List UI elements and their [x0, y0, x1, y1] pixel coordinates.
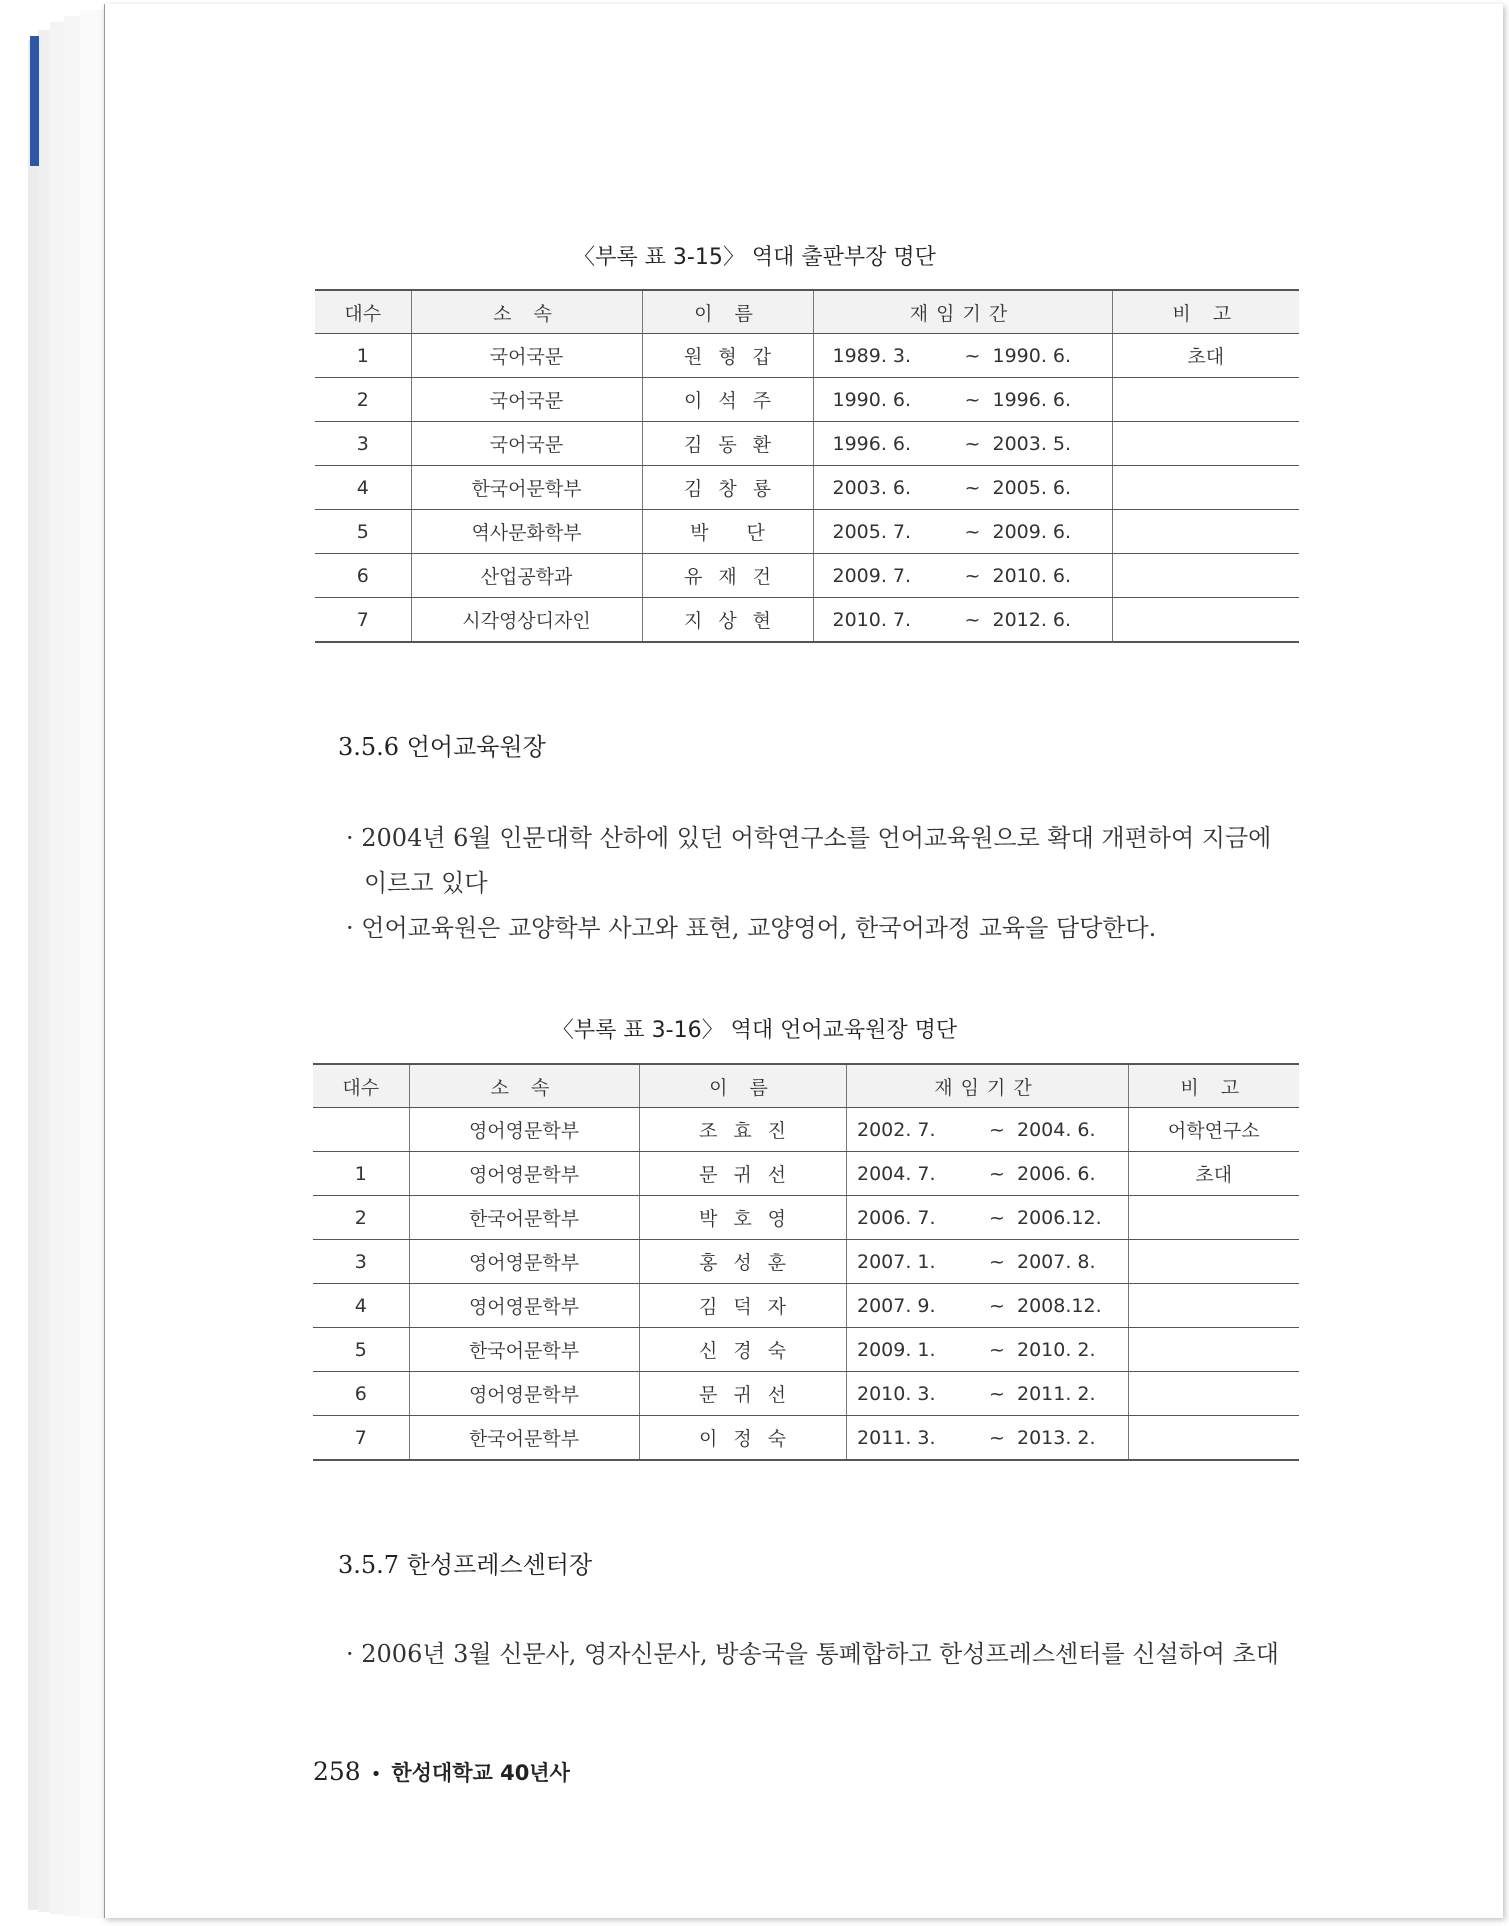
period-to: 2010. 2. [1017, 1338, 1096, 1361]
cell-period [846, 1108, 1128, 1152]
cell-no: 1 [313, 1152, 409, 1196]
period-to: 2005. 6. [992, 476, 1072, 499]
cell-period [846, 1284, 1128, 1328]
book-page-edges [28, 6, 108, 1918]
cell-name: 김동환 [642, 422, 813, 466]
cell-note [1128, 1196, 1299, 1240]
cell-dept: 영어영문학부 [409, 1240, 639, 1284]
cell-period [813, 378, 1112, 422]
cell-note [1112, 554, 1299, 598]
cell-period [813, 422, 1112, 466]
cell-period [813, 598, 1112, 643]
cell-period [846, 1196, 1128, 1240]
cell-note [1128, 1416, 1299, 1461]
table-row [313, 1372, 1299, 1416]
cell-no: 2 [313, 1196, 409, 1240]
col-header-period: 재임기간 [813, 290, 1112, 334]
table-row [313, 1108, 1299, 1152]
period-from: 1990. 6. [832, 388, 912, 411]
table1 [315, 289, 1299, 643]
table-row [315, 598, 1299, 643]
col-header-no: 대수 [315, 290, 411, 334]
bullet-line: · 언어교육원은 교양학부 사고와 표현, 교양영어, 한국어과정 교육을 담당한다. [346, 914, 1157, 942]
period-to: 2008.12. [1017, 1294, 1102, 1317]
cell-dept: 한국어문학부 [409, 1196, 639, 1240]
cell-name: 지상현 [642, 598, 813, 643]
table-row [315, 554, 1299, 598]
period-from: 2006. 7. [857, 1206, 936, 1229]
period-from: 2009. 1. [857, 1338, 936, 1361]
period-sep: ~ [964, 564, 981, 587]
cell-period [846, 1328, 1128, 1372]
cell-name: 이정숙 [639, 1416, 846, 1461]
period-sep: ~ [964, 608, 981, 631]
cell-dept: 영어영문학부 [409, 1284, 639, 1328]
col-header-name: 이 름 [642, 290, 813, 334]
cell-dept: 영어영문학부 [409, 1108, 639, 1152]
cell-no: 5 [315, 510, 411, 554]
period-from: 2010. 3. [857, 1382, 936, 1405]
cell-no: 7 [315, 598, 411, 643]
period-from: 2007. 1. [857, 1250, 936, 1273]
cell-note [1112, 510, 1299, 554]
cell-no: 2 [315, 378, 411, 422]
table-row [315, 378, 1299, 422]
period-to: 2003. 5. [992, 432, 1072, 455]
table-row [315, 422, 1299, 466]
table-row [315, 510, 1299, 554]
book-title: 한성대학교 40년사 [391, 1761, 570, 1785]
col-header-dept: 소 속 [409, 1064, 639, 1108]
cell-period [813, 334, 1112, 378]
cell-dept: 영어영문학부 [409, 1372, 639, 1416]
cell-name: 원형갑 [642, 334, 813, 378]
col-header-no: 대수 [313, 1064, 409, 1108]
table1-header-row [315, 290, 1299, 334]
period-sep: ~ [989, 1426, 1005, 1449]
period-sep: ~ [964, 476, 981, 499]
cell-dept: 역사문화학부 [411, 510, 642, 554]
period-sep: ~ [964, 344, 981, 367]
cell-name: 박호영 [639, 1196, 846, 1240]
period-sep: ~ [989, 1206, 1005, 1229]
cell-name: 홍성훈 [639, 1240, 846, 1284]
cell-dept: 국어국문 [411, 378, 642, 422]
page-number: 258 [313, 1757, 361, 1786]
table-row [313, 1240, 1299, 1284]
table2-header-row [313, 1064, 1299, 1108]
period-to: 1990. 6. [992, 344, 1072, 367]
edge-tab-marker [30, 36, 39, 166]
period-from: 2003. 6. [832, 476, 912, 499]
period-from: 1989. 3. [832, 344, 912, 367]
period-from: 2004. 7. [857, 1162, 936, 1185]
cell-note: 어학연구소 [1128, 1108, 1299, 1152]
table1-caption: 〈부록 표 3-15〉 역대 출판부장 명단 [573, 245, 936, 270]
section-heading: 3.5.6 언어교육원장 [338, 733, 546, 761]
cell-period [813, 466, 1112, 510]
period-from: 1996. 6. [832, 432, 912, 455]
cell-note [1128, 1372, 1299, 1416]
cell-note [1112, 466, 1299, 510]
cell-no: 6 [315, 554, 411, 598]
period-to: 2006. 6. [1017, 1162, 1096, 1185]
bullet-line-cont: 이르고 있다 [364, 869, 488, 897]
table2 [313, 1063, 1299, 1461]
cell-no: 5 [313, 1328, 409, 1372]
period-sep: ~ [964, 388, 981, 411]
table-row [313, 1416, 1299, 1461]
period-sep: ~ [989, 1250, 1005, 1273]
cell-note [1112, 378, 1299, 422]
cell-name: 이석주 [642, 378, 813, 422]
cell-note [1112, 598, 1299, 643]
cell-note [1128, 1240, 1299, 1284]
col-header-dept: 소 속 [411, 290, 642, 334]
footer-bullet: • [370, 1764, 382, 1785]
cell-no: 1 [315, 334, 411, 378]
period-from: 2002. 7. [857, 1118, 936, 1141]
table-row [313, 1196, 1299, 1240]
cell-name: 신경숙 [639, 1328, 846, 1372]
cell-name: 김덕자 [639, 1284, 846, 1328]
period-to: 2010. 6. [992, 564, 1072, 587]
cell-dept: 한국어문학부 [409, 1416, 639, 1461]
page-edge [80, 10, 107, 1918]
period-sep: ~ [989, 1382, 1005, 1405]
period-to: 2006.12. [1017, 1206, 1102, 1229]
cell-no [313, 1108, 409, 1152]
cell-period [813, 510, 1112, 554]
cell-note [1128, 1284, 1299, 1328]
col-header-name: 이 름 [639, 1064, 846, 1108]
period-from: 2011. 3. [857, 1426, 936, 1449]
cell-note [1112, 422, 1299, 466]
period-sep: ~ [989, 1162, 1005, 1185]
col-header-note: 비 고 [1128, 1064, 1299, 1108]
cell-no: 3 [313, 1240, 409, 1284]
period-to: 2011. 2. [1017, 1382, 1096, 1405]
period-from: 2007. 9. [857, 1294, 936, 1317]
period-sep: ~ [989, 1294, 1005, 1317]
period-sep: ~ [964, 432, 981, 455]
cell-dept: 산업공학과 [411, 554, 642, 598]
section-heading: 3.5.7 한성프레스센터장 [338, 1551, 593, 1579]
cell-no: 3 [315, 422, 411, 466]
cell-no: 7 [313, 1416, 409, 1461]
table-row [313, 1328, 1299, 1372]
cell-name: 박 단 [642, 510, 813, 554]
cell-no: 4 [313, 1284, 409, 1328]
cell-period [846, 1240, 1128, 1284]
period-from: 2009. 7. [832, 564, 912, 587]
cell-period [846, 1416, 1128, 1461]
period-sep: ~ [989, 1118, 1005, 1141]
table2-caption: 〈부록 표 3-16〉 역대 언어교육원장 명단 [551, 1018, 958, 1043]
cell-no: 4 [315, 466, 411, 510]
cell-dept: 국어국문 [411, 334, 642, 378]
cell-name: 유재건 [642, 554, 813, 598]
cell-name: 문귀선 [639, 1152, 846, 1196]
table-row [315, 466, 1299, 510]
table-row [313, 1284, 1299, 1328]
bullet-line: · 2004년 6월 인문대학 산하에 있던 어학연구소를 언어교육원으로 확대 개편하여 지금에 [346, 824, 1272, 852]
section-paragraph [346, 1632, 1306, 1677]
table-row [313, 1152, 1299, 1196]
section-paragraph [346, 816, 1306, 951]
cell-note: 초대 [1128, 1152, 1299, 1196]
period-to: 2009. 6. [992, 520, 1072, 543]
table-row [315, 334, 1299, 378]
cell-dept: 한국어문학부 [409, 1328, 639, 1372]
period-from: 2010. 7. [832, 608, 912, 631]
cell-note [1128, 1328, 1299, 1372]
period-from: 2005. 7. [832, 520, 912, 543]
cell-dept: 국어국문 [411, 422, 642, 466]
period-to: 2007. 8. [1017, 1250, 1096, 1273]
bullet-line: · 2006년 3월 신문사, 영자신문사, 방송국을 통폐합하고 한성프레스센터를 신설하여 초대 [346, 1640, 1279, 1668]
cell-name: 조효진 [639, 1108, 846, 1152]
period-to: 2013. 2. [1017, 1426, 1096, 1449]
cell-period [846, 1372, 1128, 1416]
cell-dept: 한국어문학부 [411, 466, 642, 510]
cell-name: 문귀선 [639, 1372, 846, 1416]
cell-no: 6 [313, 1372, 409, 1416]
cell-dept: 시각영상디자인 [411, 598, 642, 643]
cell-note: 초대 [1112, 334, 1299, 378]
cell-period [846, 1152, 1128, 1196]
page-footer [313, 1757, 570, 1787]
col-header-period: 재임기간 [846, 1064, 1128, 1108]
period-to: 2004. 6. [1017, 1118, 1096, 1141]
cell-dept: 영어영문학부 [409, 1152, 639, 1196]
period-to: 1996. 6. [992, 388, 1072, 411]
period-sep: ~ [964, 520, 981, 543]
cell-name: 김창룡 [642, 466, 813, 510]
period-to: 2012. 6. [992, 608, 1072, 631]
period-sep: ~ [989, 1338, 1005, 1361]
cell-period [813, 554, 1112, 598]
col-header-note: 비 고 [1112, 290, 1299, 334]
